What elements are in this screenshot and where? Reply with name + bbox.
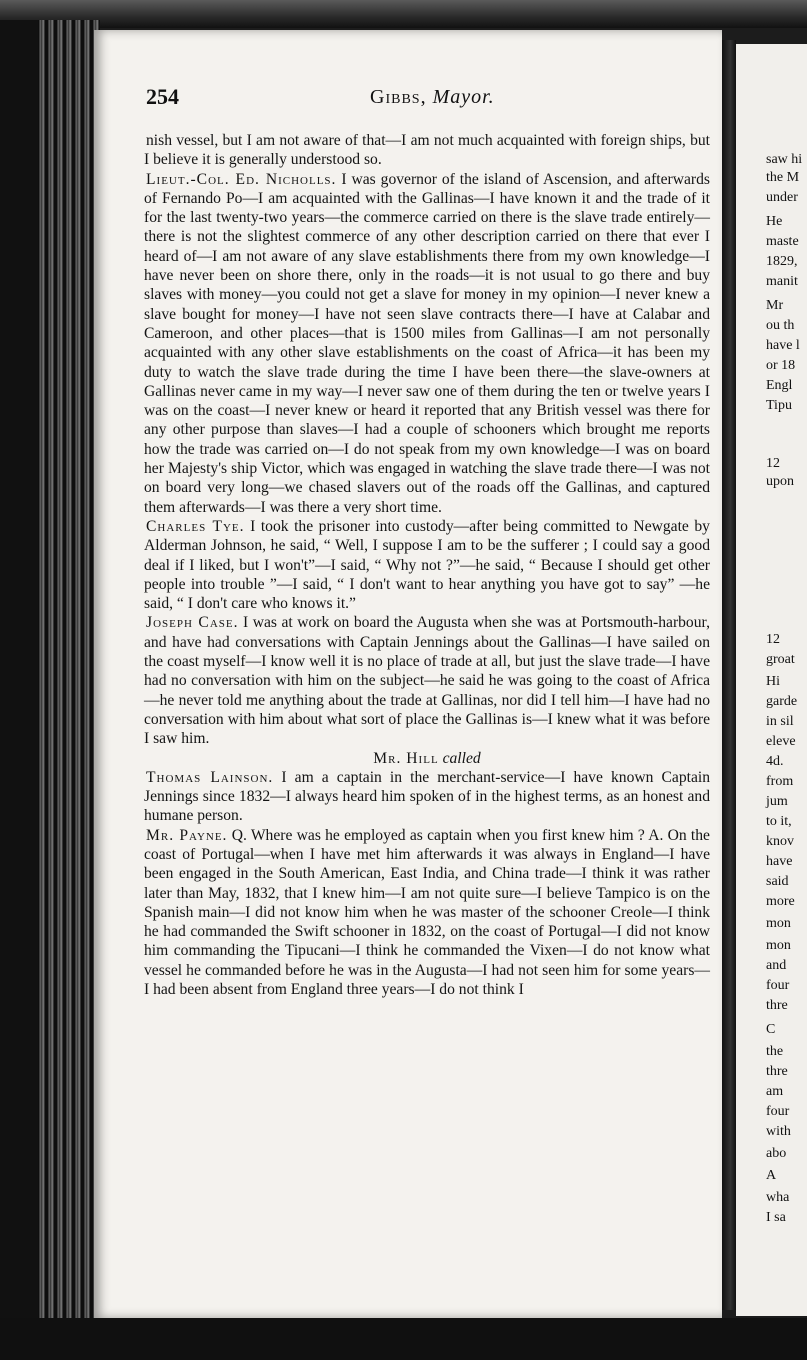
testimony-paragraph — [144, 517, 710, 613]
scan-top-border — [0, 0, 807, 28]
facing-page-line: jum — [766, 794, 788, 809]
scan-bottom-border — [0, 1318, 807, 1360]
facing-page-line: upon — [766, 474, 794, 489]
facing-page-line: four — [766, 978, 790, 993]
page-header — [146, 84, 706, 112]
facing-page-line: C — [766, 1022, 776, 1037]
paragraph-text: Q. Where was he employed as captain when you first knew him ? A. On the coast of Portugal—when I have met him afterwards it was always in England—I have been engaged in the South American, East India, and China trade—I think it was rather later than May, 1832, that I knew him—I am not quite sure—I believe Tampico is on the Spanish main—I did not know him when he was master of the schooner Creole—I think he had commanded the Swift schooner in 1832, on the coast of Portugal—I did not know him commanding the Tipucani—I think he commanded the Vixen—I do not know what vessel he commanded before he was in the Augusta—I had not seen him for some years—I had been absent from England three years—I do not think I — [144, 826, 710, 999]
facing-page-line: Tipu — [766, 398, 792, 413]
facing-page-line: 1829, — [766, 254, 798, 269]
facing-page-line: saw hi — [766, 152, 803, 167]
facing-page-line: Engl — [766, 378, 793, 393]
facing-page-line: thre — [766, 998, 788, 1013]
called-word: called — [442, 749, 481, 767]
facing-page-line: thre — [766, 1064, 788, 1079]
book-gutter — [722, 40, 736, 1310]
facing-page-line: abo — [766, 1146, 787, 1161]
running-head-title: Mayor. — [432, 86, 495, 108]
facing-page-line: maste — [766, 234, 799, 249]
facing-page-line: mon — [766, 916, 791, 931]
facing-page-line: more — [766, 894, 795, 909]
testimony-paragraph — [144, 170, 710, 517]
facing-page-line: mon — [766, 938, 791, 953]
facing-page-line: have l — [766, 338, 800, 353]
facing-page-line: groat — [766, 652, 795, 667]
running-head-name: Gibbs, — [370, 86, 427, 108]
page-number: 254 — [146, 84, 179, 109]
facing-page-line: Mr — [766, 298, 784, 313]
facing-page-line: ou th — [766, 318, 795, 333]
facing-page-line: 12 — [766, 456, 780, 471]
speaker-name: Lieut.-Col. Ed. Nicholls. — [146, 170, 337, 188]
facing-page-line: four — [766, 1104, 790, 1119]
facing-page-line: 12 — [766, 632, 780, 647]
testimony-paragraph — [144, 613, 710, 748]
scan-left-border — [0, 20, 38, 1320]
facing-page-line: He — [766, 214, 783, 229]
facing-page-line: the — [766, 1044, 784, 1059]
paragraph-text: I am a captain in the merchant-service—I have known Captain Jennings since 1832—I always heard him spoken of in the highest terms, as an honest and humane person. — [144, 768, 711, 825]
facing-page-line: and — [766, 958, 787, 973]
testimony-paragraph — [144, 768, 710, 826]
testimony-paragraph — [144, 131, 710, 170]
facing-page-line: eleve — [766, 734, 796, 749]
facing-page-line: A — [766, 1168, 777, 1183]
running-head — [370, 86, 495, 109]
called-name: Mr. Hill — [373, 749, 439, 767]
facing-page-line: I sa — [766, 1210, 786, 1225]
facing-page-line: to it, — [766, 814, 792, 829]
paragraph-text: nish vessel, but I am not aware of that—I am not much acquainted with foreign ships, but I believe it is generally understood so. — [144, 132, 710, 169]
facing-page-line: knov — [766, 834, 794, 849]
facing-page-line: manit — [766, 274, 798, 289]
paragraph-text: I was governor of the island of Ascension, and afterwards of Fernando Po—I am acquainted with the Gallinas—I have known it and the trade of it for the last twenty-two years—the commerce carried on there is the slave trade entirely—there is not the slightest commerce of any other description carried on there that ever I heard of—I am not aware of any slave establishments there from my own knowledge—I have never been on shore there, only in the roads—it is not usual to go there and buy slaves with money—you could not get a slave for money in my opinion—I never knew a slave bought for money—I have not seen slave contracts there—I have at Calabar and Cameroon, and other places—that is 1500 miles from Gallinas—I am not personally acquainted with any other slave establishments on the coast of Africa—it has been my duty to watch the slave trade during the time I have been there—the slave-owners at Gallinas never came in my way—I never saw one of them during the ten or twelve years I was on the coast—I never knew or heard it reported that any British vessel was there for any other purpose than slaves—I had a couple of schooners which brought me reports how the trade was carried on—I do not speak from my own knowledge—I was on board her Majesty's ship Victor, which was engaged in watching the slave trade there—I was not on board very long—we chased slavers out of the roads off the Gallinas, and captured them afterwards—I was there a very short time. — [144, 170, 710, 516]
speaker-name: Charles Tye. — [146, 517, 245, 535]
paragraph-text: I was at work on board the Augusta when she was at Portsmouth-harbour, and have had conversations with Captain Jennings about the Gallinas—I have sailed on the coast myself—I know well it is no place of trade at all, but just the slave trade—I have had no conversation with him on the subject—he said he was going to the coast of Africa —he never told me anything about the trade at Gallinas, nor did I tell him—I have had no conversation with him about what sort of place the Gallinas is—I knew what it was before I saw him. — [144, 614, 710, 748]
speaker-name: Joseph Case. — [146, 614, 239, 632]
facing-page-line: wha — [766, 1190, 790, 1205]
facing-page-line: with — [766, 1124, 791, 1139]
facing-page-line: under — [766, 190, 798, 205]
paragraph-text: I took the prisoner into custody—after being committed to Newgate by Alderman Johnson, he said, “ Well, I suppose I am to be the sufferer ; I could say a good deal if I liked, but I won't”—I said, “ Why not ?”—he said, “ Because I should get other people into trouble ”—I said, “ I don't want to hear anything you have got to say” —he said, “ I don't care who knows it.” — [144, 517, 710, 613]
speaker-name: Thomas Lainson. — [146, 768, 274, 786]
speaker-name: Mr. Payne. — [146, 826, 228, 844]
facing-page-line: or 18 — [766, 358, 796, 373]
facing-page-line: the M — [766, 170, 800, 185]
facing-page-line: Hi — [766, 674, 780, 689]
witness-called-line — [144, 749, 710, 768]
facing-page-fragment — [736, 44, 807, 1316]
facing-page-line: garde — [766, 694, 798, 709]
facing-page-line: said — [766, 874, 789, 889]
facing-page-line: from — [766, 774, 794, 789]
testimony-paragraph — [144, 826, 710, 1000]
facing-page-line: have — [766, 854, 793, 869]
facing-page-line: am — [766, 1084, 784, 1099]
facing-page-line: 4d. — [766, 754, 784, 769]
facing-page-line: in sil — [766, 714, 794, 729]
testimony-text — [144, 131, 710, 999]
